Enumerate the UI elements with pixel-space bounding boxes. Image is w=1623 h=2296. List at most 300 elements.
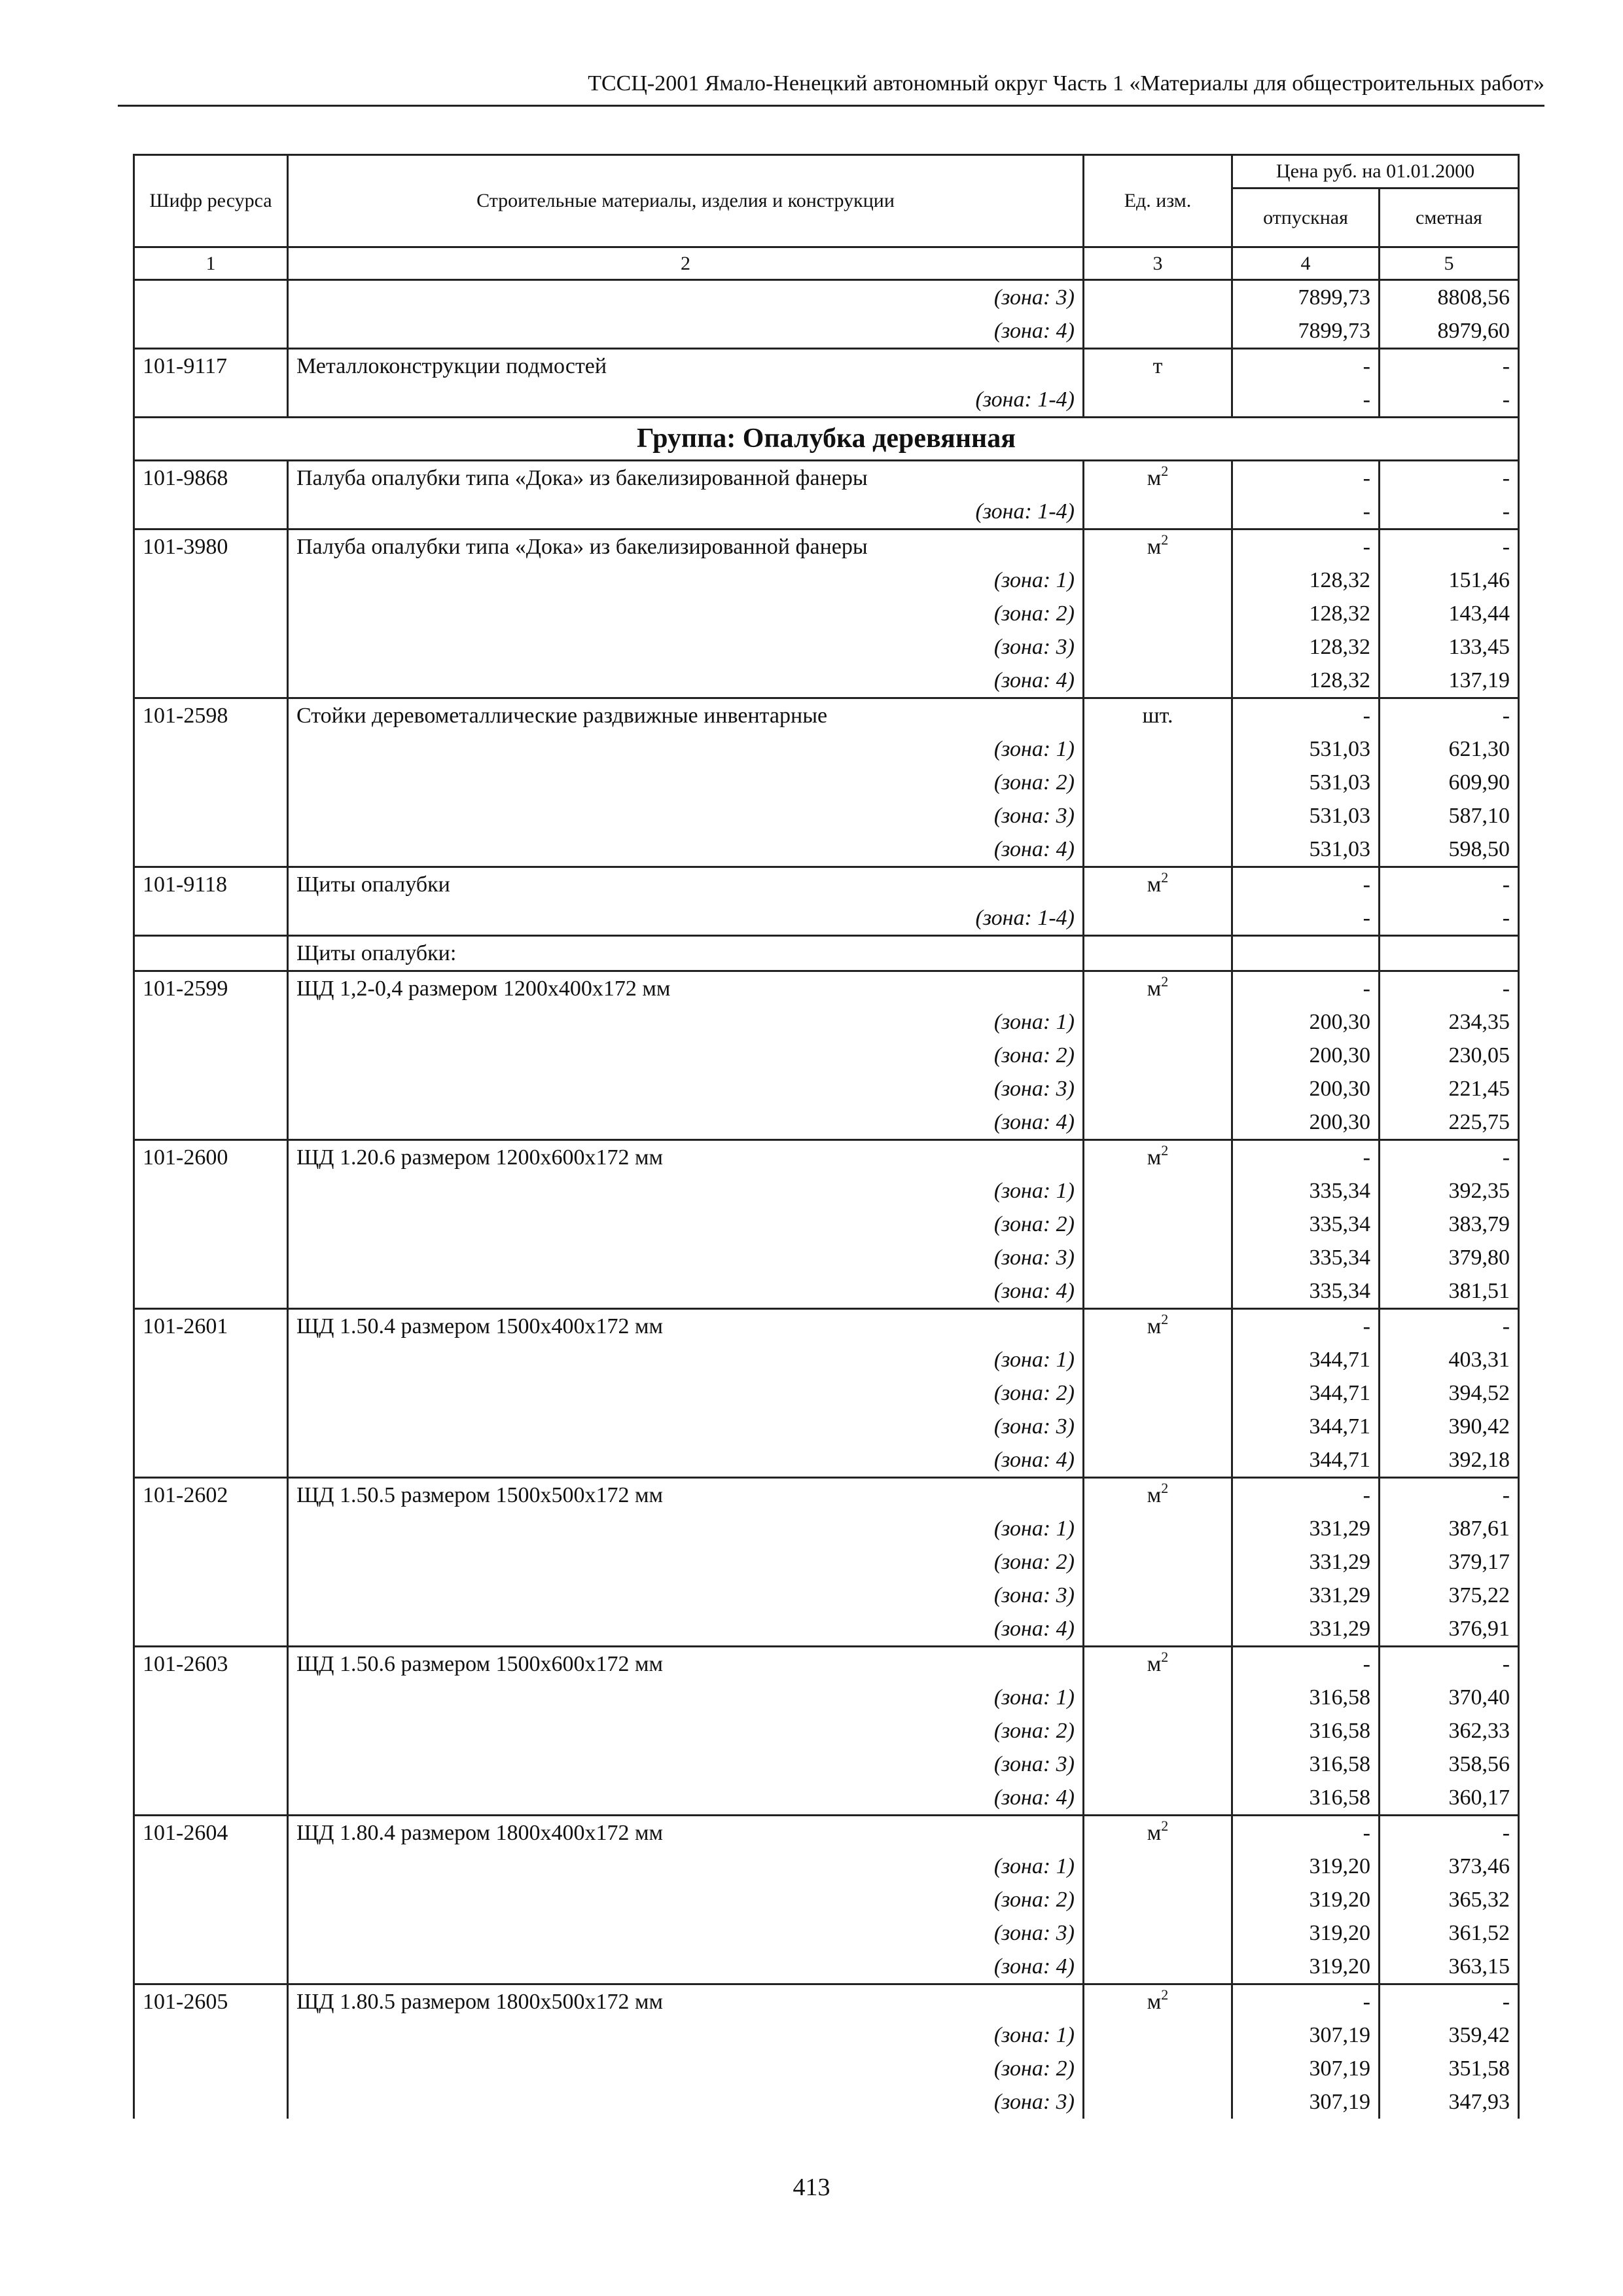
- zone-label: (зона: 4): [288, 664, 1084, 698]
- zone-label: (зона: 3): [288, 2085, 1084, 2119]
- unit-superscript: 2: [1161, 462, 1169, 479]
- empty-cell: [134, 2018, 288, 2052]
- zone-release-price: 531,03: [1232, 833, 1380, 867]
- column-number: 4: [1232, 247, 1380, 280]
- zone-label: (зона: 1-4): [288, 901, 1084, 936]
- zone-estimate-price: 598,50: [1380, 833, 1519, 867]
- zone-estimate-price: -: [1380, 383, 1519, 418]
- zone-label: (зона: 1): [288, 1512, 1084, 1545]
- zone-release-price: 331,29: [1232, 1612, 1380, 1647]
- zone-label: (зона: 4): [288, 1950, 1084, 1984]
- zone-row: [134, 1274, 1519, 1309]
- group-title: Группа: Опалубка деревянная: [134, 418, 1519, 461]
- zone-estimate-price: 387,61: [1380, 1512, 1519, 1545]
- zone-row: [134, 564, 1519, 597]
- zone-release-price: 7899,73: [1232, 314, 1380, 349]
- zone-estimate-price: 403,31: [1380, 1343, 1519, 1376]
- zone-label: (зона: 2): [288, 597, 1084, 630]
- header-unit: Ед. изм.: [1084, 155, 1232, 247]
- unit-superscript: 2: [1161, 1817, 1169, 1834]
- empty-cell: [134, 1343, 288, 1376]
- column-number: 5: [1380, 247, 1519, 280]
- zone-row: [134, 1376, 1519, 1410]
- empty-cell: [134, 2085, 288, 2119]
- resource-entry: [134, 1647, 1519, 1816]
- zone-row: [134, 766, 1519, 799]
- zone-release-price: 331,29: [1232, 1545, 1380, 1579]
- zone-release-price: 128,32: [1232, 597, 1380, 630]
- zone-label: (зона: 3): [288, 280, 1084, 315]
- release-price: -: [1232, 1478, 1380, 1513]
- zone-row: [134, 1512, 1519, 1545]
- resource-unit: [1084, 1140, 1232, 1175]
- zone-release-price: 335,34: [1232, 1274, 1380, 1309]
- empty-cell: [1084, 2085, 1232, 2119]
- empty-cell: [1084, 1005, 1232, 1039]
- empty-cell: [1084, 1579, 1232, 1612]
- resource-row: [134, 971, 1519, 1006]
- empty-cell: [134, 2052, 288, 2085]
- empty-cell: [134, 597, 288, 630]
- zone-row: [134, 314, 1519, 349]
- group-heading-row: [134, 418, 1519, 461]
- zone-row: [134, 495, 1519, 529]
- empty-cell: [134, 1208, 288, 1241]
- zone-row: [134, 1681, 1519, 1714]
- estimate-price: -: [1380, 529, 1519, 564]
- unit-superscript: 2: [1161, 973, 1169, 990]
- empty-cell: [1084, 1039, 1232, 1072]
- column-number: 1: [134, 247, 288, 280]
- zone-estimate-price: 221,45: [1380, 1072, 1519, 1105]
- zone-release-price: 200,30: [1232, 1005, 1380, 1039]
- zone-estimate-price: 379,80: [1380, 1241, 1519, 1274]
- release-price: -: [1232, 698, 1380, 733]
- zone-estimate-price: 587,10: [1380, 799, 1519, 833]
- empty-cell: [134, 1579, 288, 1612]
- resource-code: 101-2605: [134, 1984, 288, 2019]
- unit-text: шт.: [1142, 704, 1173, 728]
- zone-label: (зона: 1-4): [288, 495, 1084, 529]
- empty-cell: [1084, 1850, 1232, 1883]
- zone-estimate-price: 133,45: [1380, 630, 1519, 664]
- zone-row: [134, 901, 1519, 936]
- header-release-price: отпускная: [1232, 188, 1380, 247]
- resource-unit: [1084, 529, 1232, 564]
- zone-label: (зона: 2): [288, 766, 1084, 799]
- resource-code: 101-2599: [134, 971, 288, 1006]
- zone-estimate-price: 363,15: [1380, 1950, 1519, 1984]
- zone-estimate-price: 230,05: [1380, 1039, 1519, 1072]
- zone-label: (зона: 3): [288, 1241, 1084, 1274]
- release-price: -: [1232, 349, 1380, 384]
- resource-code: 101-2601: [134, 1309, 288, 1344]
- zone-row: [134, 1039, 1519, 1072]
- resource-entry: [134, 1309, 1519, 1478]
- estimate-price: -: [1380, 1984, 1519, 2019]
- empty-cell: [1084, 1950, 1232, 1984]
- header-code: Шифр ресурса: [134, 155, 288, 247]
- release-price: -: [1232, 529, 1380, 564]
- zone-estimate-price: 373,46: [1380, 1850, 1519, 1883]
- resource-entry: [134, 280, 1519, 349]
- zone-label: (зона: 1): [288, 2018, 1084, 2052]
- zone-row: [134, 732, 1519, 766]
- empty-cell: [134, 1883, 288, 1916]
- resource-name: Щиты опалубки: [288, 867, 1084, 902]
- empty-cell: [134, 766, 288, 799]
- empty-cell: [1084, 833, 1232, 867]
- zone-row: [134, 1105, 1519, 1140]
- zone-estimate-price: 8979,60: [1380, 314, 1519, 349]
- zone-release-price: 319,20: [1232, 1883, 1380, 1916]
- zone-release-price: -: [1232, 901, 1380, 936]
- zone-release-price: 344,71: [1232, 1410, 1380, 1443]
- resource-row: [134, 1647, 1519, 1681]
- zone-estimate-price: 151,46: [1380, 564, 1519, 597]
- zone-estimate-price: 234,35: [1380, 1005, 1519, 1039]
- zone-release-price: 335,34: [1232, 1241, 1380, 1274]
- zone-release-price: 319,20: [1232, 1950, 1380, 1984]
- zone-label: (зона: 1): [288, 1850, 1084, 1883]
- page-number: 413: [793, 2174, 830, 2201]
- estimate-price: -: [1380, 349, 1519, 384]
- zone-label: (зона: 1): [288, 1343, 1084, 1376]
- zone-row: [134, 1174, 1519, 1208]
- zone-label: (зона: 2): [288, 1545, 1084, 1579]
- zone-row: [134, 1208, 1519, 1241]
- empty-cell: [1084, 495, 1232, 529]
- empty-cell: [1232, 936, 1380, 971]
- resource-entry: [134, 698, 1519, 867]
- unit-text: м: [1147, 466, 1162, 490]
- empty-cell: [134, 1512, 288, 1545]
- header-name: Строительные материалы, изделия и конструкции: [288, 155, 1084, 247]
- resource-unit: [1084, 1309, 1232, 1344]
- zone-estimate-price: 370,40: [1380, 1681, 1519, 1714]
- empty-cell: [134, 1241, 288, 1274]
- empty-cell: [1084, 2052, 1232, 2085]
- unit-text: м: [1147, 872, 1162, 897]
- release-price: -: [1232, 971, 1380, 1006]
- zone-row: [134, 1950, 1519, 1984]
- empty-cell: [134, 1005, 288, 1039]
- resource-unit: [1084, 698, 1232, 733]
- resource-entry: [134, 867, 1519, 936]
- zone-estimate-price: 347,93: [1380, 2085, 1519, 2119]
- unit-superscript: 2: [1161, 1310, 1169, 1327]
- empty-cell: [1084, 280, 1232, 315]
- zone-label: (зона: 3): [288, 1410, 1084, 1443]
- empty-cell: [134, 1850, 288, 1883]
- empty-cell: [1084, 1443, 1232, 1478]
- zone-label: (зона: 2): [288, 1883, 1084, 1916]
- resource-code: 101-9117: [134, 349, 288, 384]
- column-number: 3: [1084, 247, 1232, 280]
- table-header: [134, 155, 1519, 280]
- zone-release-price: 335,34: [1232, 1174, 1380, 1208]
- resource-row: [134, 867, 1519, 902]
- resource-unit: [1084, 1816, 1232, 1850]
- zone-label: (зона: 1-4): [288, 383, 1084, 418]
- zone-estimate-price: 351,58: [1380, 2052, 1519, 2085]
- resource-unit: [1084, 349, 1232, 384]
- zone-label: (зона: 3): [288, 799, 1084, 833]
- empty-cell: [134, 1072, 288, 1105]
- zone-row: [134, 383, 1519, 418]
- resource-entry: [134, 461, 1519, 529]
- empty-cell: [134, 936, 288, 971]
- zone-row: [134, 2052, 1519, 2085]
- zone-label: (зона: 4): [288, 1443, 1084, 1478]
- resource-row: [134, 529, 1519, 564]
- estimate-price: -: [1380, 1478, 1519, 1513]
- empty-cell: [1084, 383, 1232, 418]
- zone-label: (зона: 1): [288, 1005, 1084, 1039]
- empty-cell: [1084, 1174, 1232, 1208]
- zone-release-price: -: [1232, 495, 1380, 529]
- zone-row: [134, 1714, 1519, 1748]
- zone-release-price: -: [1232, 383, 1380, 418]
- subheading-row: [134, 936, 1519, 971]
- resource-name: ЩД 1.80.5 размером 1800х500х172 мм: [288, 1984, 1084, 2019]
- zone-row: [134, 2018, 1519, 2052]
- zone-release-price: 531,03: [1232, 766, 1380, 799]
- empty-cell: [1084, 1208, 1232, 1241]
- zone-label: (зона: 3): [288, 1072, 1084, 1105]
- empty-cell: [1084, 2018, 1232, 2052]
- column-number: 2: [288, 247, 1084, 280]
- empty-cell: [134, 833, 288, 867]
- empty-cell: [1084, 1681, 1232, 1714]
- zone-estimate-price: 375,22: [1380, 1579, 1519, 1612]
- zone-estimate-price: 621,30: [1380, 732, 1519, 766]
- zone-estimate-price: 8808,56: [1380, 280, 1519, 315]
- resource-entry: [134, 1816, 1519, 1984]
- zone-release-price: 128,32: [1232, 630, 1380, 664]
- empty-cell: [134, 1039, 288, 1072]
- zone-release-price: 531,03: [1232, 799, 1380, 833]
- empty-cell: [134, 732, 288, 766]
- resource-unit: [1084, 867, 1232, 902]
- zone-label: (зона: 2): [288, 1208, 1084, 1241]
- resource-row: [134, 349, 1519, 384]
- zone-row: [134, 1612, 1519, 1647]
- zone-row: [134, 1005, 1519, 1039]
- empty-cell: [134, 1410, 288, 1443]
- estimate-price: -: [1380, 698, 1519, 733]
- release-price: -: [1232, 461, 1380, 495]
- empty-cell: [1084, 799, 1232, 833]
- empty-cell: [1084, 1612, 1232, 1647]
- zone-estimate-price: 365,32: [1380, 1883, 1519, 1916]
- zone-estimate-price: 143,44: [1380, 597, 1519, 630]
- zone-estimate-price: 358,56: [1380, 1748, 1519, 1781]
- unit-text: м: [1147, 1821, 1162, 1845]
- release-price: -: [1232, 867, 1380, 902]
- empty-cell: [134, 901, 288, 936]
- empty-cell: [134, 495, 288, 529]
- estimate-price: -: [1380, 1140, 1519, 1175]
- empty-cell: [1084, 664, 1232, 698]
- zone-release-price: 128,32: [1232, 664, 1380, 698]
- release-price: -: [1232, 1140, 1380, 1175]
- resource-name: Палуба опалубки типа «Дока» из бакелизированной фанеры: [288, 461, 1084, 495]
- resource-name: ЩД 1.50.4 размером 1500х400х172 мм: [288, 1309, 1084, 1344]
- empty-cell: [1084, 1916, 1232, 1950]
- zone-label: (зона: 4): [288, 314, 1084, 349]
- resource-unit: [1084, 971, 1232, 1006]
- empty-cell: [1084, 630, 1232, 664]
- zone-label: (зона: 2): [288, 1039, 1084, 1072]
- resource-code: 101-2604: [134, 1816, 288, 1850]
- empty-cell: [1084, 1748, 1232, 1781]
- resource-entry: [134, 349, 1519, 418]
- zone-release-price: 319,20: [1232, 1850, 1380, 1883]
- resource-code: 101-9868: [134, 461, 288, 495]
- header-price-group: Цена руб. на 01.01.2000: [1232, 155, 1519, 188]
- zone-estimate-price: 361,52: [1380, 1916, 1519, 1950]
- zone-label: (зона: 1): [288, 564, 1084, 597]
- empty-cell: [1084, 1545, 1232, 1579]
- zone-release-price: 316,58: [1232, 1781, 1380, 1816]
- unit-text: м: [1147, 977, 1162, 1001]
- release-price: -: [1232, 1984, 1380, 2019]
- zone-estimate-price: 609,90: [1380, 766, 1519, 799]
- unit-text: м: [1147, 1990, 1162, 2014]
- empty-cell: [134, 1681, 288, 1714]
- unit-text: м: [1147, 1652, 1162, 1676]
- zone-row: [134, 1343, 1519, 1376]
- zone-release-price: 200,30: [1232, 1072, 1380, 1105]
- resource-entry: [134, 1478, 1519, 1647]
- zone-release-price: 316,58: [1232, 1748, 1380, 1781]
- zone-release-price: 200,30: [1232, 1039, 1380, 1072]
- zone-release-price: 307,19: [1232, 2052, 1380, 2085]
- resource-row: [134, 1309, 1519, 1344]
- zone-row: [134, 664, 1519, 698]
- unit-superscript: 2: [1161, 531, 1169, 548]
- zone-release-price: 335,34: [1232, 1208, 1380, 1241]
- empty-cell: [1084, 1241, 1232, 1274]
- zone-row: [134, 1916, 1519, 1950]
- empty-cell: [1084, 1274, 1232, 1309]
- zone-release-price: 200,30: [1232, 1105, 1380, 1140]
- zone-release-price: 316,58: [1232, 1681, 1380, 1714]
- resource-name: ЩД 1.20.6 размером 1200х600х172 мм: [288, 1140, 1084, 1175]
- resource-entry: [134, 529, 1519, 698]
- resource-row: [134, 461, 1519, 495]
- zone-estimate-price: -: [1380, 495, 1519, 529]
- empty-cell: [134, 1781, 288, 1816]
- unit-text: м: [1147, 1145, 1162, 1170]
- zone-release-price: 331,29: [1232, 1579, 1380, 1612]
- zone-release-price: 307,19: [1232, 2085, 1380, 2119]
- resource-unit: [1084, 461, 1232, 495]
- zone-estimate-price: 390,42: [1380, 1410, 1519, 1443]
- empty-cell: [1084, 1714, 1232, 1748]
- resource-code: 101-2602: [134, 1478, 288, 1513]
- empty-cell: [134, 314, 288, 349]
- estimate-price: -: [1380, 461, 1519, 495]
- empty-cell: [1084, 936, 1232, 971]
- resource-unit: [1084, 1647, 1232, 1681]
- zone-estimate-price: 392,18: [1380, 1443, 1519, 1478]
- unit-superscript: 2: [1161, 869, 1169, 886]
- unit-superscript: 2: [1161, 1141, 1169, 1158]
- resource-entry: [134, 1140, 1519, 1309]
- empty-cell: [134, 1274, 288, 1309]
- zone-label: (зона: 2): [288, 1376, 1084, 1410]
- zone-release-price: 344,71: [1232, 1443, 1380, 1478]
- empty-cell: [134, 1105, 288, 1140]
- zone-estimate-price: -: [1380, 901, 1519, 936]
- resource-code: 101-2600: [134, 1140, 288, 1175]
- resource-code: 101-2603: [134, 1647, 288, 1681]
- zone-release-price: 331,29: [1232, 1512, 1380, 1545]
- empty-cell: [134, 564, 288, 597]
- resource-unit: [1084, 1478, 1232, 1513]
- resource-row: [134, 1140, 1519, 1175]
- unit-superscript: 2: [1161, 1479, 1169, 1496]
- zone-row: [134, 1781, 1519, 1816]
- unit-text: т: [1152, 354, 1163, 378]
- resource-code: 101-9118: [134, 867, 288, 902]
- zone-row: [134, 1883, 1519, 1916]
- price-table: [133, 154, 1520, 2119]
- zone-row: [134, 1579, 1519, 1612]
- zone-row: [134, 799, 1519, 833]
- zone-label: (зона: 1): [288, 1681, 1084, 1714]
- column-numbers-row: [134, 247, 1519, 280]
- zone-estimate-price: 362,33: [1380, 1714, 1519, 1748]
- zone-release-price: 307,19: [1232, 2018, 1380, 2052]
- release-price: -: [1232, 1647, 1380, 1681]
- unit-superscript: 2: [1161, 1986, 1169, 2003]
- zone-label: (зона: 4): [288, 1612, 1084, 1647]
- estimate-price: -: [1380, 1309, 1519, 1344]
- empty-cell: [1084, 766, 1232, 799]
- zone-row: [134, 1748, 1519, 1781]
- empty-cell: [134, 383, 288, 418]
- empty-cell: [134, 1376, 288, 1410]
- zone-label: (зона: 1): [288, 1174, 1084, 1208]
- zone-label: (зона: 4): [288, 1274, 1084, 1309]
- empty-cell: [1084, 597, 1232, 630]
- unit-text: м: [1147, 535, 1162, 559]
- zone-row: [134, 597, 1519, 630]
- zone-release-price: 344,71: [1232, 1376, 1380, 1410]
- zone-estimate-price: 383,79: [1380, 1208, 1519, 1241]
- zone-row: [134, 1241, 1519, 1274]
- resource-row: [134, 1478, 1519, 1513]
- zone-estimate-price: 359,42: [1380, 2018, 1519, 2052]
- resource-unit: [1084, 1984, 1232, 2019]
- zone-release-price: 531,03: [1232, 732, 1380, 766]
- resource-name: ЩД 1.50.6 размером 1500х600х172 мм: [288, 1647, 1084, 1681]
- zone-label: (зона: 2): [288, 2052, 1084, 2085]
- zone-release-price: 316,58: [1232, 1714, 1380, 1748]
- empty-cell: [134, 1950, 288, 1984]
- estimate-price: -: [1380, 971, 1519, 1006]
- resource-name: ЩД 1.50.5 размером 1500х500х172 мм: [288, 1478, 1084, 1513]
- empty-cell: [1380, 936, 1519, 971]
- zone-label: (зона: 3): [288, 1579, 1084, 1612]
- zone-estimate-price: 379,17: [1380, 1545, 1519, 1579]
- empty-cell: [1084, 564, 1232, 597]
- empty-cell: [1084, 732, 1232, 766]
- zone-estimate-price: 392,35: [1380, 1174, 1519, 1208]
